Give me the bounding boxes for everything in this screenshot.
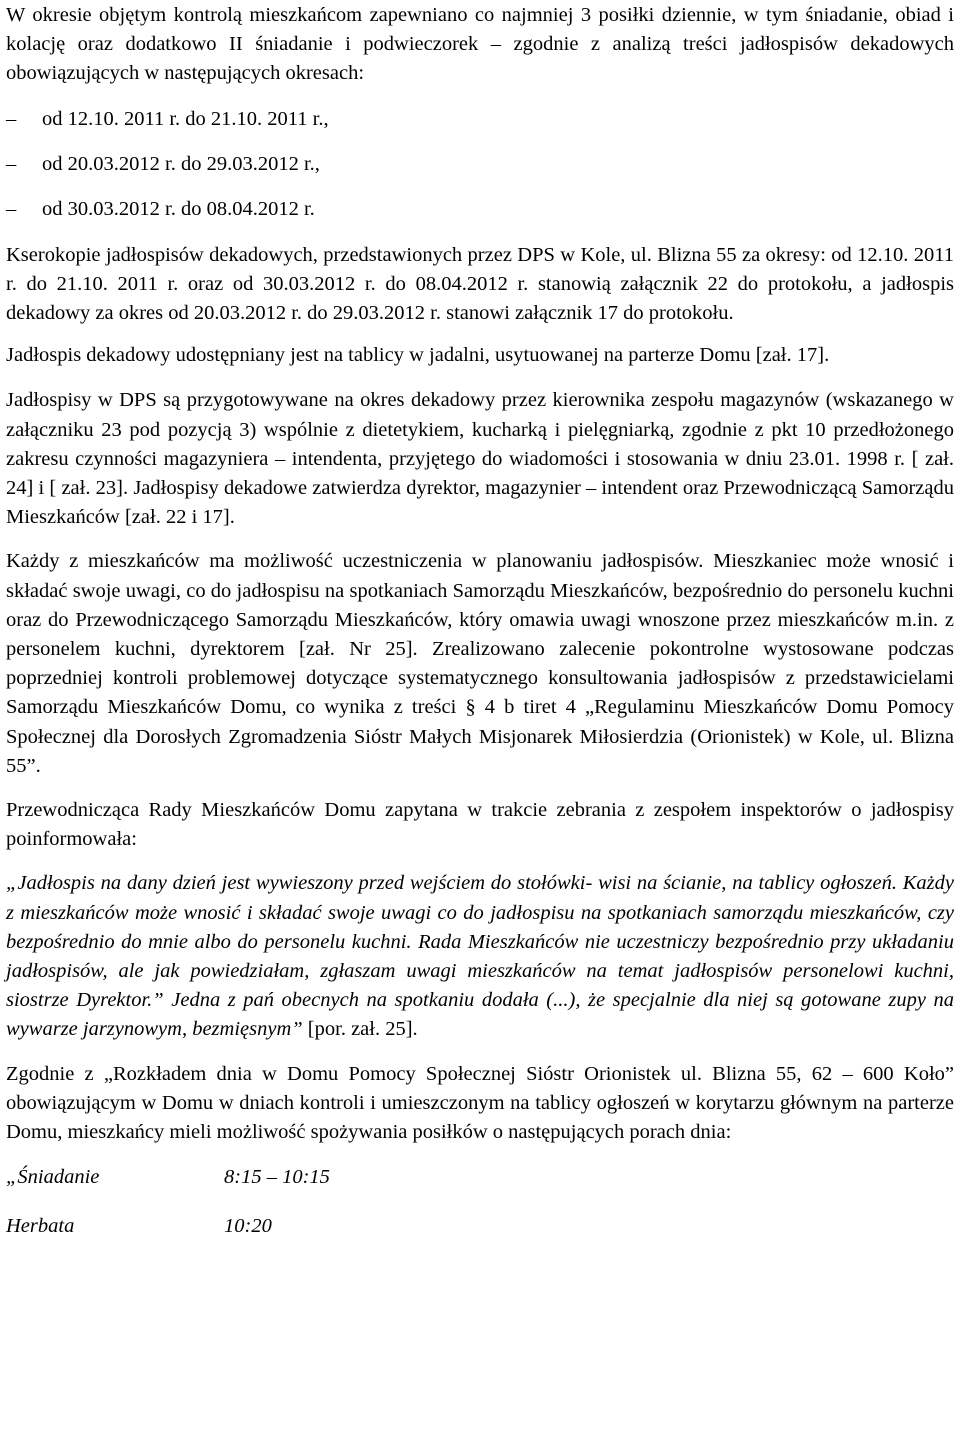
dash-bullet: – [6,152,17,175]
schedule-list [6,1159,954,1245]
period-text: od 30.03.2012 r. do 08.04.2012 r. [42,197,315,220]
meal-time: 8:15 – 10:15 [224,1166,330,1189]
schedule-row [6,1208,954,1245]
meal-name: Herbata [6,1215,75,1238]
schedule-paragraph: Zgodnie z „Rozkładem dnia w Domu Pomocy Społecznej Sióstr Orionistek ul. Blizna 55, 62 – 600 Koło” obowiązującym w Domu w dniach kontroli i umieszczonym na tablicy ogłoszeń w korytarzu głównym na parterze Domu, mieszkańcy mieli możliwość spożywania posiłków o następujących porach dnia: [6,1062,954,1144]
period-item [6,187,954,232]
quote-reference: [por. zał. 25]. [302,1018,418,1041]
quote-paragraph [6,869,954,1044]
schedule-row [6,1159,954,1196]
meal-time: 10:20 [224,1215,272,1238]
copies-paragraph: Kserokopie jadłospisów dekadowych, przedstawionych przez DPS w Kole, ul. Blizna 55 za okresy: od 12.10. 2011 r. do 21.10. 2011 r. oraz od 30.03.2012 r. do 08.04.2012 r. stanowią załącznik 22 do protokołu, a jadłospis dekadowy za okres od 20.03.2012 r. do 29.03.2012 r. stanowi załącznik 17 do protokołu. [6,243,954,325]
period-text: od 12.10. 2011 r. do 21.10. 2011 r., [42,107,329,130]
board-paragraph: Jadłospis dekadowy udostępniany jest na tablicy w jadalni, usytuowanej na parterze Domu [zał. 17]. [6,344,830,367]
period-text: od 20.03.2012 r. do 29.03.2012 r., [42,152,320,175]
meal-name: „Śniadanie [6,1166,100,1189]
prepared-paragraph: Jadłospisy w DPS są przygotowywane na okres dekadowy przez kierownika zespołu magazynów (wskazanego w załączniku 23 pod pozycją 3) wspólnie z dietetykiem, kucharką i pielęgniarką, zgodnie z pkt 10 przedłożonego zakresu czynności magazyniera – intendenta, przyjętego do wiadomości i stosowania w dniu 23.01. 1998 r. [ zał. 24] i [ zał. 23]. Jadłospisy dekadowe zatwierdza dyrektor, magazynier – intendent oraz Przewodniczącą Samorządu Mieszkańców [zał. 22 i 17]. [6,389,954,529]
document-page [6,0,954,1245]
dash-bullet: – [6,197,17,220]
dash-bullet: – [6,107,17,130]
intro-paragraph: W okresie objętym kontrolą mieszkańcom zapewniano co najmniej 3 posiłki dziennie, w tym śniadanie, obiad i kolację oraz dodatkowo II śniadanie i podwieczorek – zgodnie z analizą treści jadłospisów dekadowych obowiązujących w następujących okresach: [6,4,954,85]
chair-paragraph: Przewodnicząca Rady Mieszkańców Domu zapytana w trakcie zebrania z zespołem inspektorów o jadłospisy poinformowała: [6,799,954,851]
period-item [6,97,954,142]
residents-paragraph: Każdy z mieszkańców ma możliwość uczestniczenia w planowaniu jadłospisów. Mieszkaniec może wnosić i składać swoje uwagi, co do jadłospisu na spotkaniach Samorządu Mieszkańców, bezpośrednio do personelu kuchni oraz do Przewodniczącego Samorządu Mieszkańców, który omawia uwagi wnoszone przez mieszkańców m.in. z personelem kuchni, dyrektorem [zał. Nr 25]. Zrealizowano zalecenie pokontrolne wystosowane podczas poprzedniej kontroli problemowej dotyczące systematycznego konsultowania jadłospisów z przedstawicielami Samorządu Mieszkańców Domu, co wynika z treści § 4 b tiret 4 „Regulaminu Mieszkańców Domu Pomocy Społecznej dla Dorosłych Zgromadzenia Sióstr Małych Misjonarek Miłosierdzia (Orionistek) w Kole, ul. Blizna 55”. [6,550,954,777]
quote-text: „Jadłospis na dany dzień jest wywieszony przed wejściem do stołówki- wisi na ścianie, na tablicy ogłoszeń. Każdy z mieszkańców może wnosić i składać swoje uwagi co do jadłospisu na spotkaniach samorządu mieszkańców, czy bezpośrednio do mnie albo do personelu kuchni. Rada Mieszkańców nie uczestniczy bezpośrednio przy układaniu jadłospisów, ale jak powiedziałam, zgłaszam uwagi mieszkańców na temat jadłospisów personelowi kuchni, siostrze Dyrektor.” Jedna z pań obecnych na spotkaniu dodała (...), że specjalnie dla niej są gotowane zupy na wywarze jarzynowym, bezmięsnym” [6,872,954,1041]
period-item [6,142,954,187]
period-list [6,97,954,232]
